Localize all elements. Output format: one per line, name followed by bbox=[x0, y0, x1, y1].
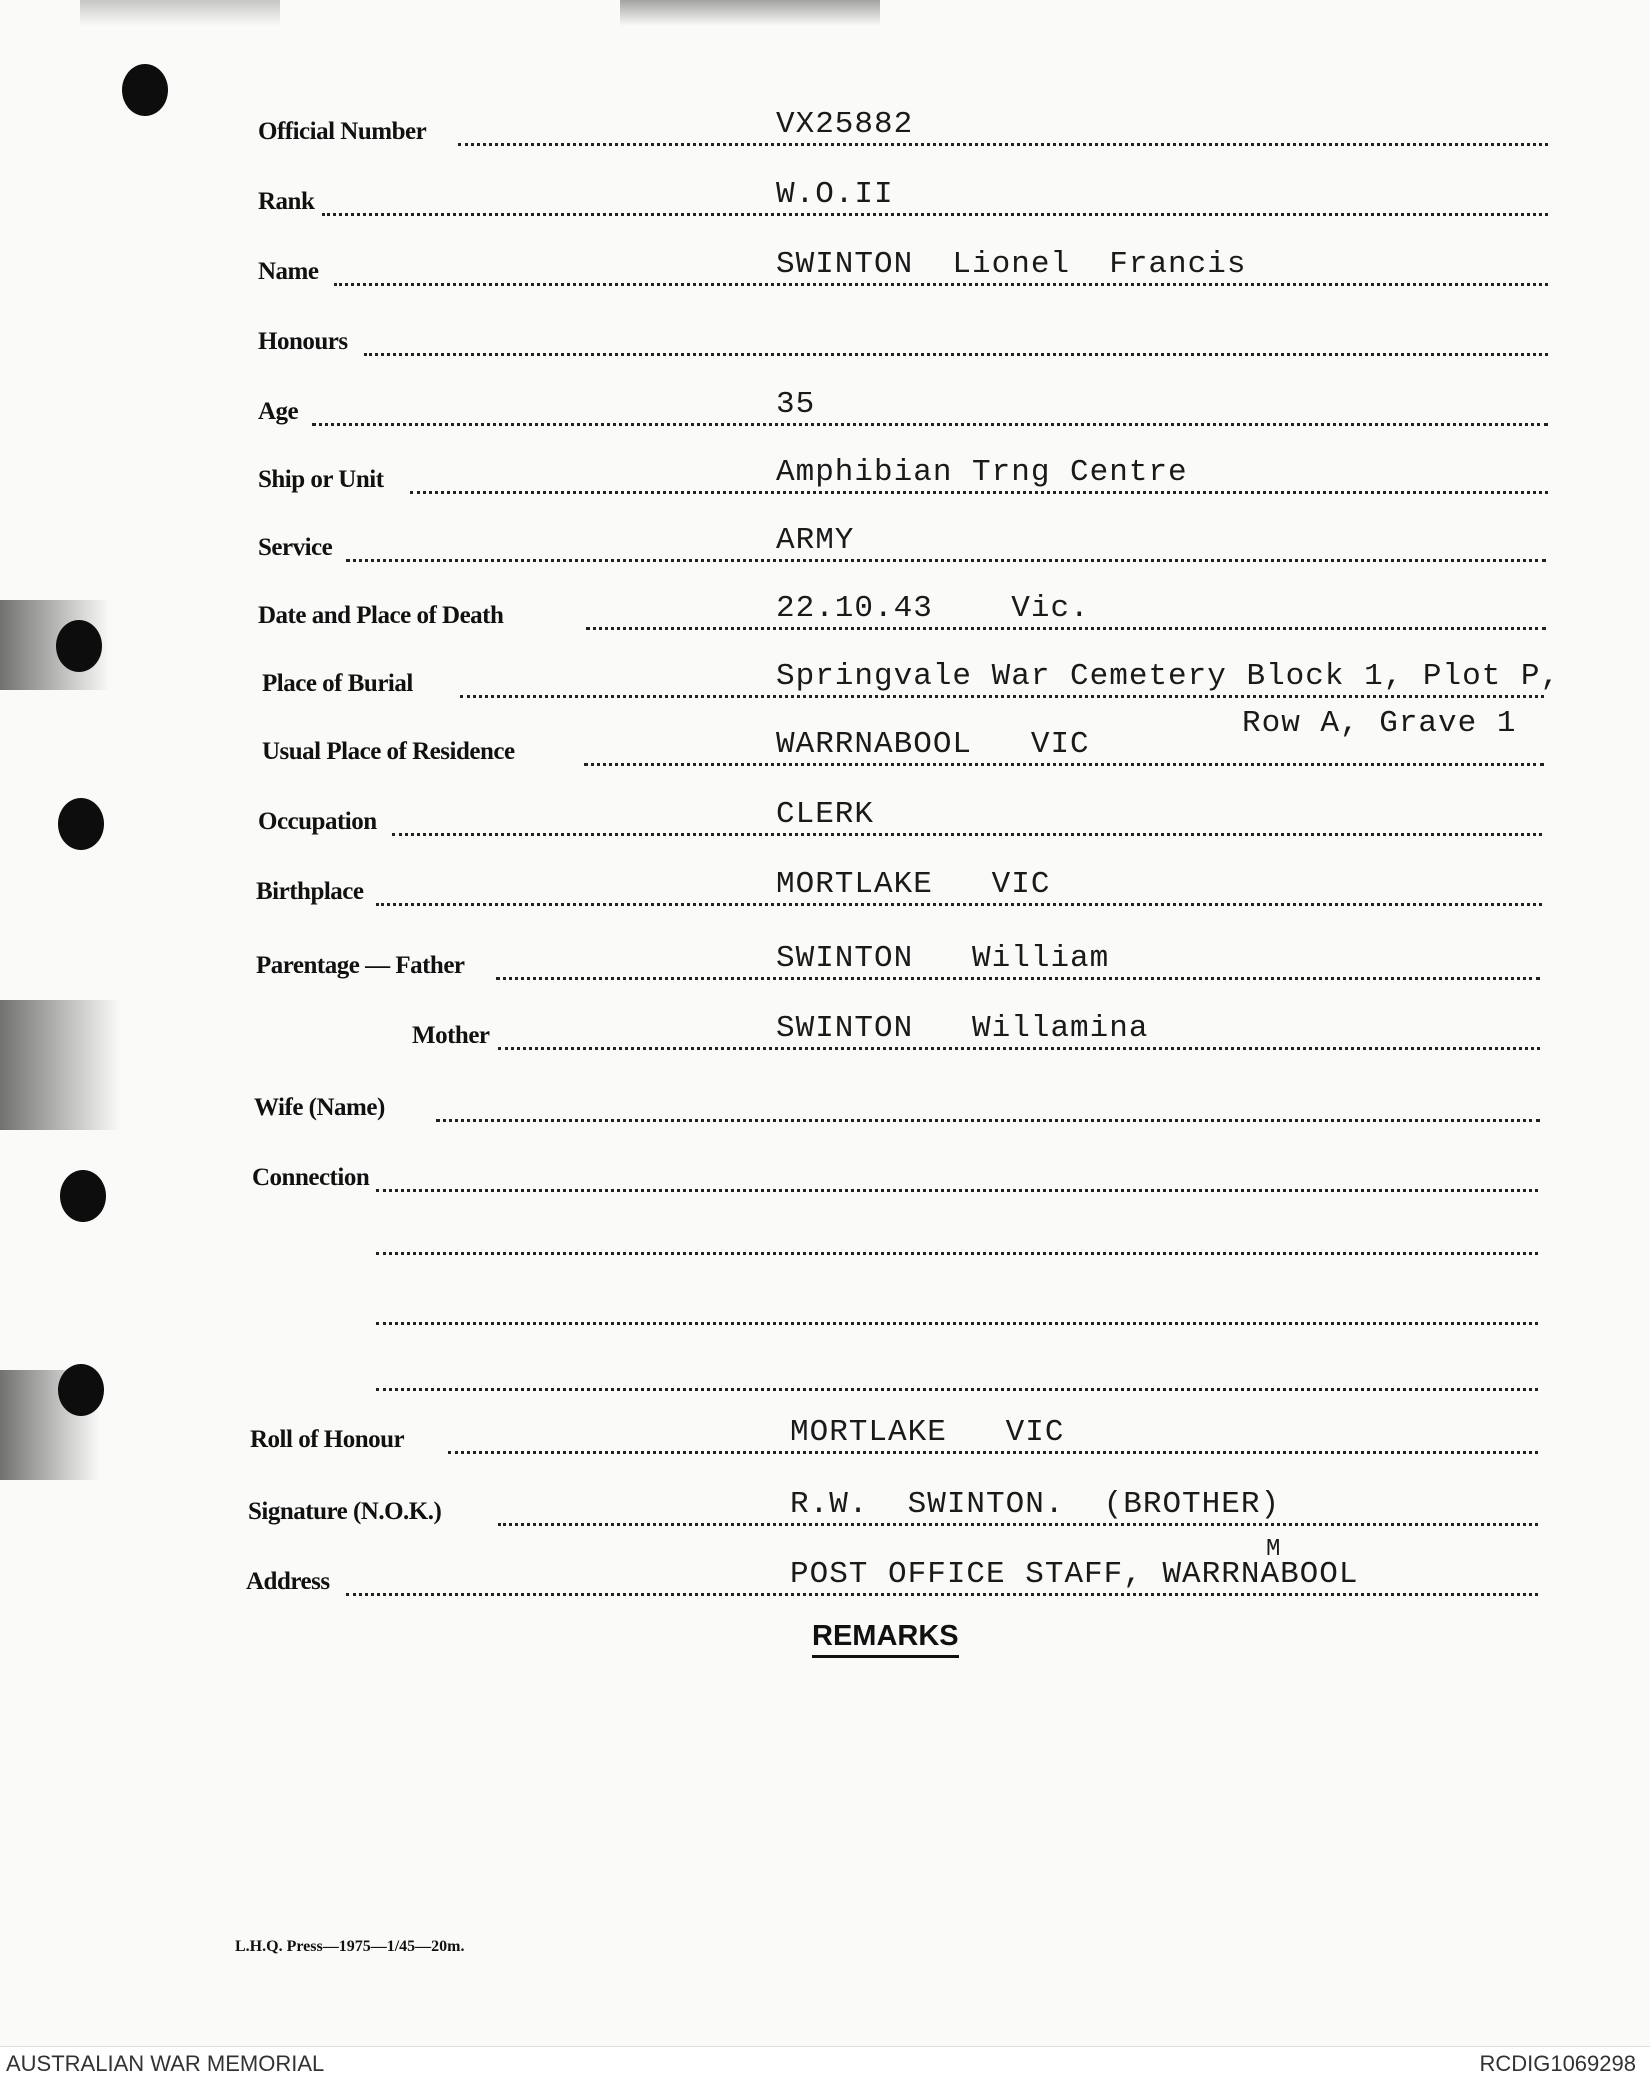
dotted-line bbox=[410, 491, 1548, 494]
dotted-line bbox=[334, 283, 1548, 286]
field-label: Rank bbox=[258, 188, 315, 215]
field-label: Occupation bbox=[258, 808, 377, 835]
scan-edge-shadow-top bbox=[620, 0, 880, 26]
dotted-line bbox=[346, 559, 1546, 562]
dotted-line bbox=[498, 1047, 1540, 1050]
dotted-line-blank bbox=[376, 1322, 1538, 1325]
field-value: R.W. SWINTON. (BROTHER) bbox=[790, 1487, 1281, 1522]
field-label: Date and Place of Death bbox=[258, 602, 504, 629]
footer-institution: AUSTRALIAN WAR MEMORIAL bbox=[6, 2051, 325, 2076]
field-label: Place of Burial bbox=[262, 670, 413, 697]
scan-edge-shadow-top-left bbox=[80, 0, 280, 26]
dotted-line bbox=[312, 423, 1548, 426]
field-label: Usual Place of Residence bbox=[262, 738, 515, 765]
field-label: Name bbox=[258, 258, 319, 285]
field-value: MORTLAKE VIC bbox=[790, 1415, 1065, 1450]
field-parentage-mother bbox=[0, 1006, 1650, 1056]
field-value: VX25882 bbox=[776, 107, 914, 142]
handwritten-correction: M bbox=[1266, 1536, 1282, 1563]
field-label: Official Number bbox=[258, 118, 427, 145]
dotted-line bbox=[460, 695, 1544, 698]
remarks-heading: REMARKS bbox=[812, 1620, 959, 1658]
dotted-line bbox=[586, 627, 1546, 630]
dotted-line bbox=[496, 977, 1540, 980]
field-honours bbox=[0, 312, 1650, 362]
field-official-number bbox=[0, 102, 1650, 152]
dotted-line-blank bbox=[376, 1252, 1538, 1255]
dotted-line bbox=[448, 1451, 1538, 1454]
field-label: Roll of Honour bbox=[250, 1426, 405, 1453]
field-label: Age bbox=[258, 398, 299, 425]
field-value: 35 bbox=[776, 387, 816, 422]
dotted-line bbox=[392, 833, 1542, 836]
dotted-line bbox=[458, 143, 1548, 146]
field-value: Springvale War Cemetery Block 1, Plot P, bbox=[776, 659, 1561, 694]
field-signature-nok bbox=[0, 1482, 1650, 1532]
dotted-line bbox=[584, 763, 1544, 766]
dotted-line bbox=[498, 1523, 1538, 1526]
field-value: POST OFFICE STAFF, WARRNABOOL bbox=[790, 1557, 1359, 1592]
field-label: Ship or Unit bbox=[258, 466, 384, 493]
field-age bbox=[0, 382, 1650, 432]
field-value: WARRNABOOL VIC bbox=[776, 727, 1090, 762]
field-value: ARMY bbox=[776, 523, 855, 558]
field-label: Service bbox=[258, 534, 333, 561]
field-label: Wife (Name) bbox=[254, 1094, 385, 1121]
field-value: SWINTON William bbox=[776, 941, 1110, 976]
field-value: 22.10.43 Vic. bbox=[776, 591, 1090, 626]
field-connection bbox=[0, 1148, 1650, 1198]
field-label: Honours bbox=[258, 328, 348, 355]
field-date-place-of-death bbox=[0, 586, 1650, 636]
field-service bbox=[0, 518, 1650, 568]
field-label: Signature (N.O.K.) bbox=[248, 1498, 442, 1525]
field-label: Parentage — Father bbox=[256, 952, 465, 979]
field-label: Mother bbox=[412, 1022, 490, 1049]
field-label: Birthplace bbox=[256, 878, 364, 905]
dotted-line bbox=[376, 903, 1542, 906]
field-value: MORTLAKE VIC bbox=[776, 867, 1051, 902]
field-parentage-father bbox=[0, 936, 1650, 986]
field-value: CLERK bbox=[776, 797, 875, 832]
field-name bbox=[0, 242, 1650, 292]
field-rank bbox=[0, 172, 1650, 222]
field-value: Amphibian Trng Centre bbox=[776, 455, 1188, 490]
field-value: W.O.II bbox=[776, 177, 894, 212]
field-wife-name bbox=[0, 1078, 1650, 1128]
field-value: SWINTON Willamina bbox=[776, 1011, 1149, 1046]
archive-footer bbox=[0, 2046, 1650, 2082]
binder-hole-5 bbox=[58, 1364, 104, 1416]
printer-note: L.H.Q. Press—1975—1/45—20m. bbox=[235, 1938, 465, 1955]
field-birthplace bbox=[0, 862, 1650, 912]
dotted-line bbox=[436, 1119, 1540, 1122]
field-roll-of-honour bbox=[0, 1410, 1650, 1460]
field-usual-residence bbox=[0, 722, 1650, 772]
field-occupation bbox=[0, 792, 1650, 842]
field-value-continuation: Row A, Grave 1 bbox=[1242, 706, 1517, 741]
field-place-of-burial bbox=[0, 654, 1650, 704]
field-value: SWINTON Lionel Francis bbox=[776, 247, 1247, 282]
dotted-line bbox=[364, 353, 1548, 356]
field-address bbox=[0, 1552, 1650, 1602]
dotted-line bbox=[346, 1593, 1538, 1596]
field-label: Connection bbox=[252, 1164, 370, 1191]
field-label: Address bbox=[246, 1568, 330, 1595]
dotted-line bbox=[322, 213, 1548, 216]
field-ship-or-unit bbox=[0, 450, 1650, 500]
dotted-line bbox=[376, 1189, 1538, 1192]
dotted-line-blank bbox=[376, 1388, 1538, 1391]
footer-record-id: RCDIG1069298 bbox=[1479, 2051, 1636, 2076]
